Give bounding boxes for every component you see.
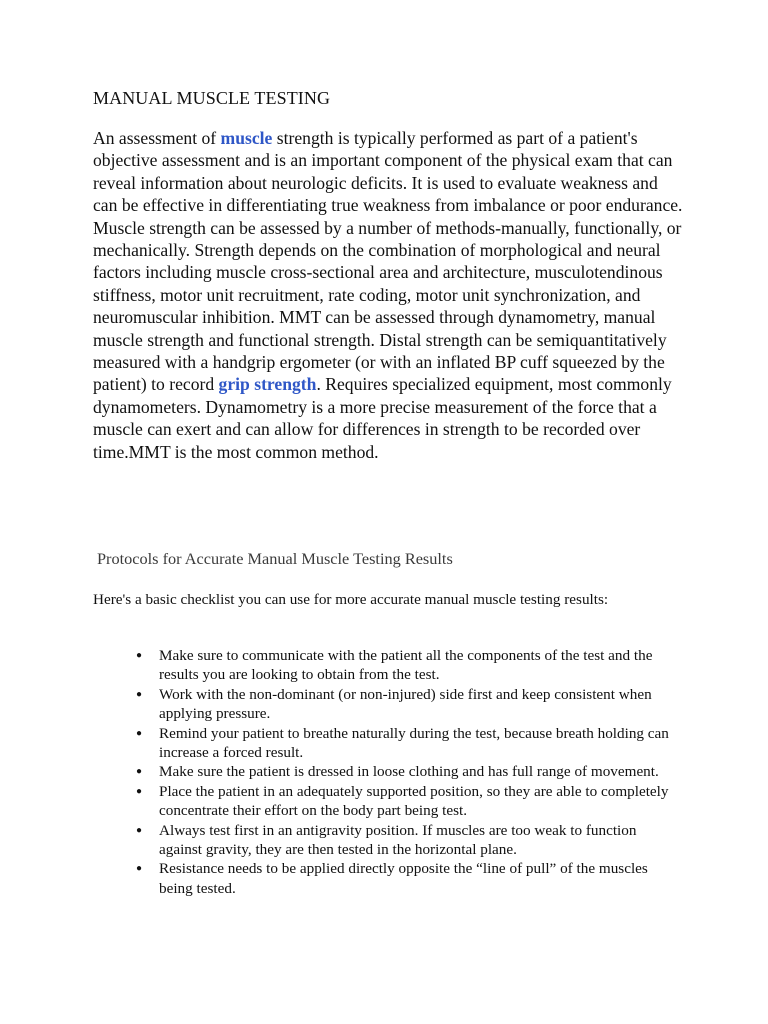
checklist-item	[136, 859, 676, 898]
bullet-icon: ●	[136, 688, 143, 700]
bullet-icon: ●	[136, 785, 143, 797]
checklist-item	[136, 821, 676, 860]
checklist-item-text: Make sure the patient is dressed in loose clothing and has full range of movement.	[159, 763, 659, 781]
checklist-item	[136, 762, 676, 781]
checklist	[136, 646, 676, 898]
grip-strength-link[interactable]: grip strength	[218, 374, 317, 395]
bullet-icon: ●	[136, 766, 143, 778]
checklist-item	[136, 646, 676, 685]
bullet-icon: ●	[136, 727, 143, 739]
bullet-icon: ●	[136, 863, 143, 875]
protocols-subheading: Protocols for Accurate Manual Muscle Testing Results	[97, 549, 453, 568]
intro-text-2: strength is typically performed as part of a patient's objective assessment and is an important component of the physical exam that can reveal information about neurologic deficits. It is used to evaluate weakness and can be effective in differentiating true weakness from imbalance or poor endurance. Muscle strength can be assessed by a number of methods-manually, functionally, or mechanically. Strength depends on the combination of morphological and neural factors including muscle cross-sectional area and architecture, musculotendinous stiffness, motor unit recruitment, rate coding, motor unit synchronization, and neuromuscular inhibition. MMT can be assessed through dynamometry, manual muscle strength and functional strength. Distal strength can be semiquantitatively measured with a handgrip ergometer (or with an inflated BP cuff squeezed by the patient) to record	[93, 128, 683, 395]
intro-text-3: . Requires specialized equipment, most commonly dynamometers. Dynamometry is a more precise measurement of the force that a muscle can exert and can allow for differences in strength to be recorded over time.MMT is the most common method.	[93, 374, 672, 462]
intro-paragraph	[93, 127, 683, 463]
intro-text-1: An assessment of	[93, 128, 221, 148]
bullet-icon: ●	[136, 824, 143, 836]
checklist-item-text: Work with the non-dominant (or non-injured) side first and keep consistent when applying pressure.	[159, 685, 652, 723]
checklist-item	[136, 724, 676, 763]
checklist-item-text: Remind your patient to breathe naturally during the test, because breath holding can increase a forced result.	[159, 724, 669, 762]
checklist-item	[136, 685, 676, 724]
document-title: MANUAL MUSCLE TESTING	[93, 88, 331, 108]
checklist-intro: Here's a basic checklist you can use for more accurate manual muscle testing results:	[93, 591, 609, 608]
checklist-item-text: Make sure to communicate with the patient all the components of the test and the results you are looking to obtain from the test.	[159, 647, 653, 684]
checklist-item-text: Always test first in an antigravity position. If muscles are too weak to function against gravity, they are then tested in the horizontal plane.	[159, 821, 637, 859]
bullet-icon: ●	[136, 650, 143, 661]
muscle-link[interactable]: muscle	[220, 128, 273, 148]
checklist-item-text: Place the patient in an adequately supported position, so they are able to completely concentrate their effort on the body part being test.	[159, 782, 669, 820]
checklist-item-text: Resistance needs to be applied directly opposite the “line of pull” of the muscles being tested.	[159, 860, 648, 897]
checklist-item	[136, 782, 676, 821]
